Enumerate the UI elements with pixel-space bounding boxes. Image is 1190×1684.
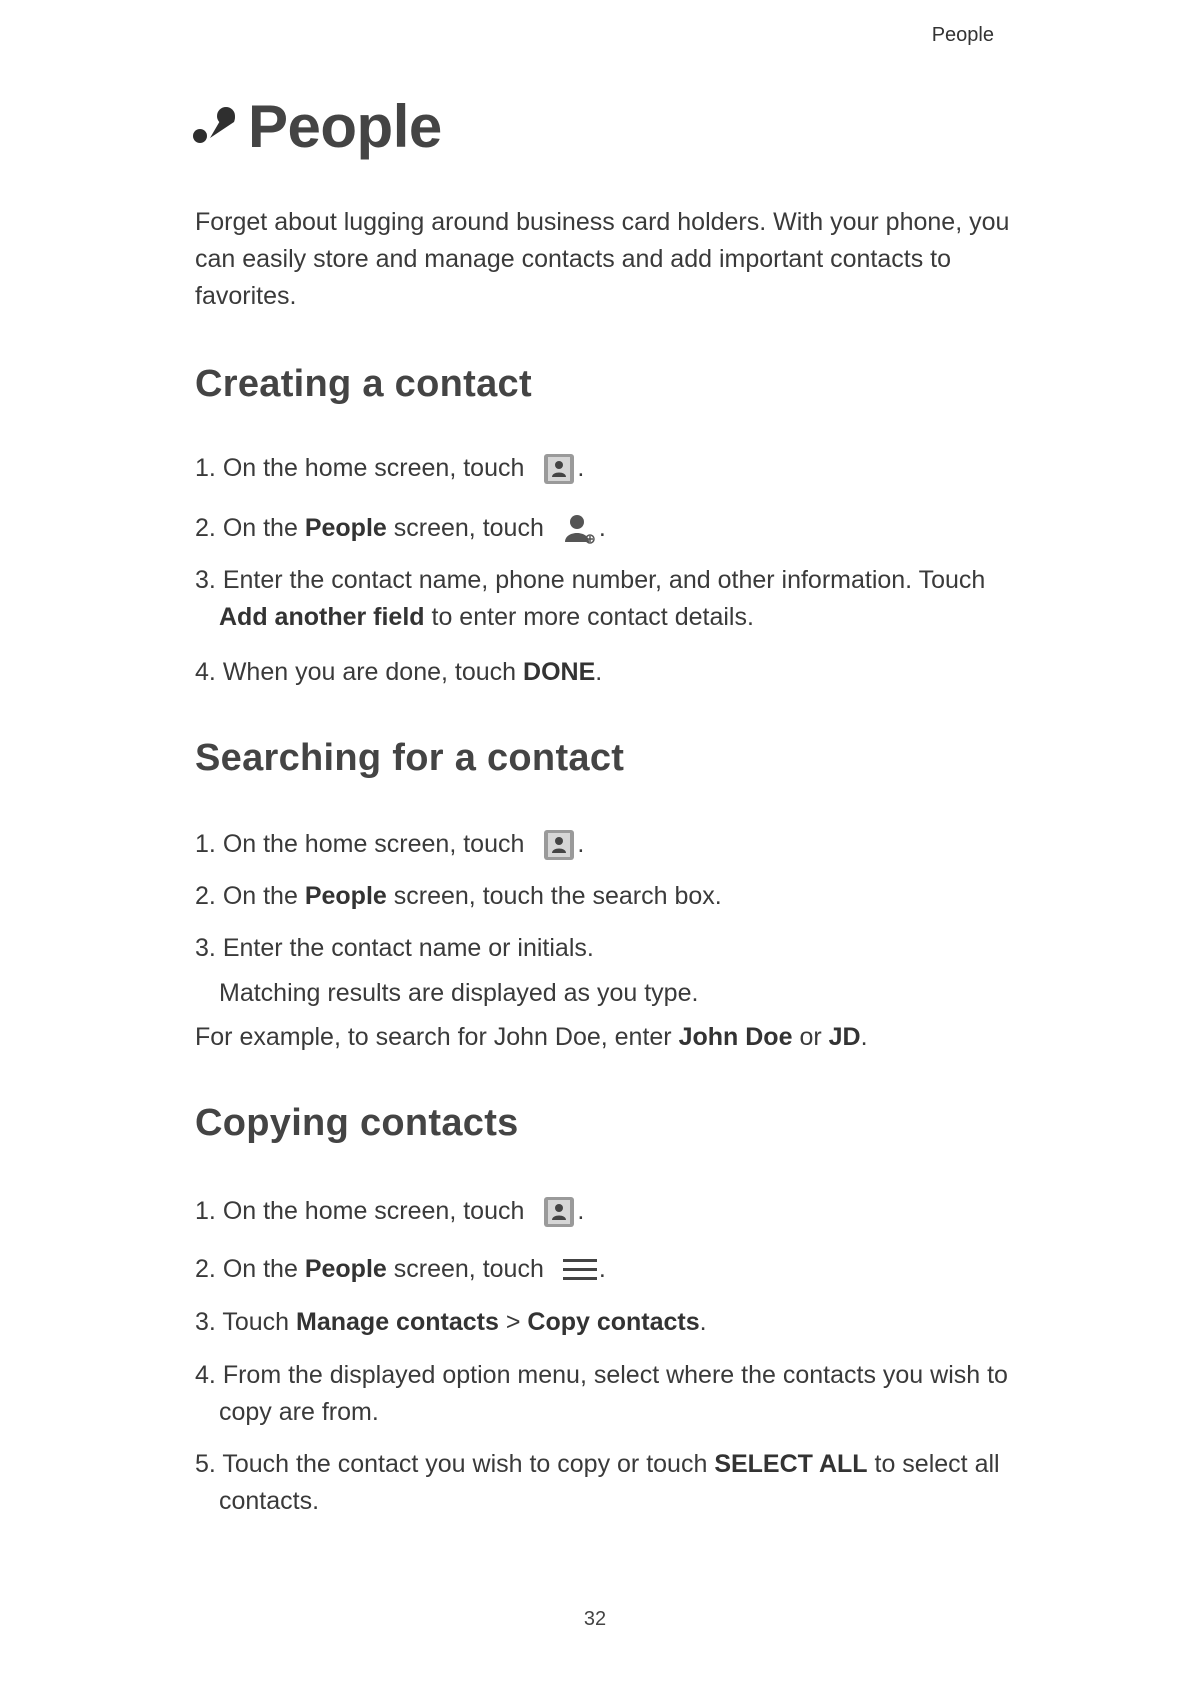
page-number: 32	[583, 1608, 607, 1630]
searching-note: Matching results are displayed as you type.	[219, 979, 699, 1007]
contacts-app-icon	[543, 453, 575, 485]
copying-step-1: 1. On the home screen, touch .	[195, 1193, 584, 1230]
section-heading-creating: Creating a contact	[195, 363, 532, 405]
searching-step-3: 3. Enter the contact name or initials.	[195, 934, 594, 962]
title-row	[188, 92, 442, 161]
copying-step-5: 5. Touch the contact you wish to copy or touch SELECT ALL to select all contacts.	[195, 1446, 1000, 1520]
step-continuation: contacts.	[219, 1487, 320, 1515]
searching-step-1: 1. On the home screen, touch .	[195, 826, 584, 863]
copying-step-4: 4. From the displayed option menu, select where the contacts you wish to copy are from.	[195, 1357, 1008, 1431]
searching-step-2: 2. On the People screen, touch the search box.	[195, 882, 722, 910]
add-contact-icon	[563, 512, 597, 546]
step-continuation: Add another field to enter more contact details.	[219, 603, 754, 631]
creating-step-1: 1. On the home screen, touch .	[195, 450, 584, 487]
searching-example: For example, to search for John Doe, enter John Doe or JD.	[195, 1023, 868, 1051]
section-heading-searching: Searching for a contact	[195, 737, 625, 779]
step-continuation: copy are from.	[219, 1398, 379, 1426]
contacts-app-icon	[543, 829, 575, 861]
running-header: People	[931, 24, 994, 46]
section-heading-copying: Copying contacts	[195, 1102, 519, 1144]
people-app-icon	[188, 102, 238, 152]
contacts-app-icon	[543, 1196, 575, 1228]
step-number: 1.	[195, 454, 216, 482]
page-title: People	[248, 93, 442, 160]
copying-step-2: 2. On the People screen, touch .	[195, 1255, 606, 1283]
copying-step-3: 3. Touch Manage contacts > Copy contacts.	[195, 1308, 707, 1336]
creating-step-4: 4. When you are done, touch DONE.	[195, 658, 603, 686]
creating-step-2: 2. On the People screen, touch .	[195, 510, 606, 547]
intro-paragraph: Forget about lugging around business card holders. With your phone, you can easily store and manage contacts and add important contacts to favorites.	[195, 208, 1010, 310]
step-text: On the home screen, touch	[222, 454, 525, 482]
menu-icon	[563, 1257, 597, 1283]
creating-step-3: 3. Enter the contact name, phone number, and other information. Touch Add another field to enter more contact details.	[195, 562, 985, 636]
